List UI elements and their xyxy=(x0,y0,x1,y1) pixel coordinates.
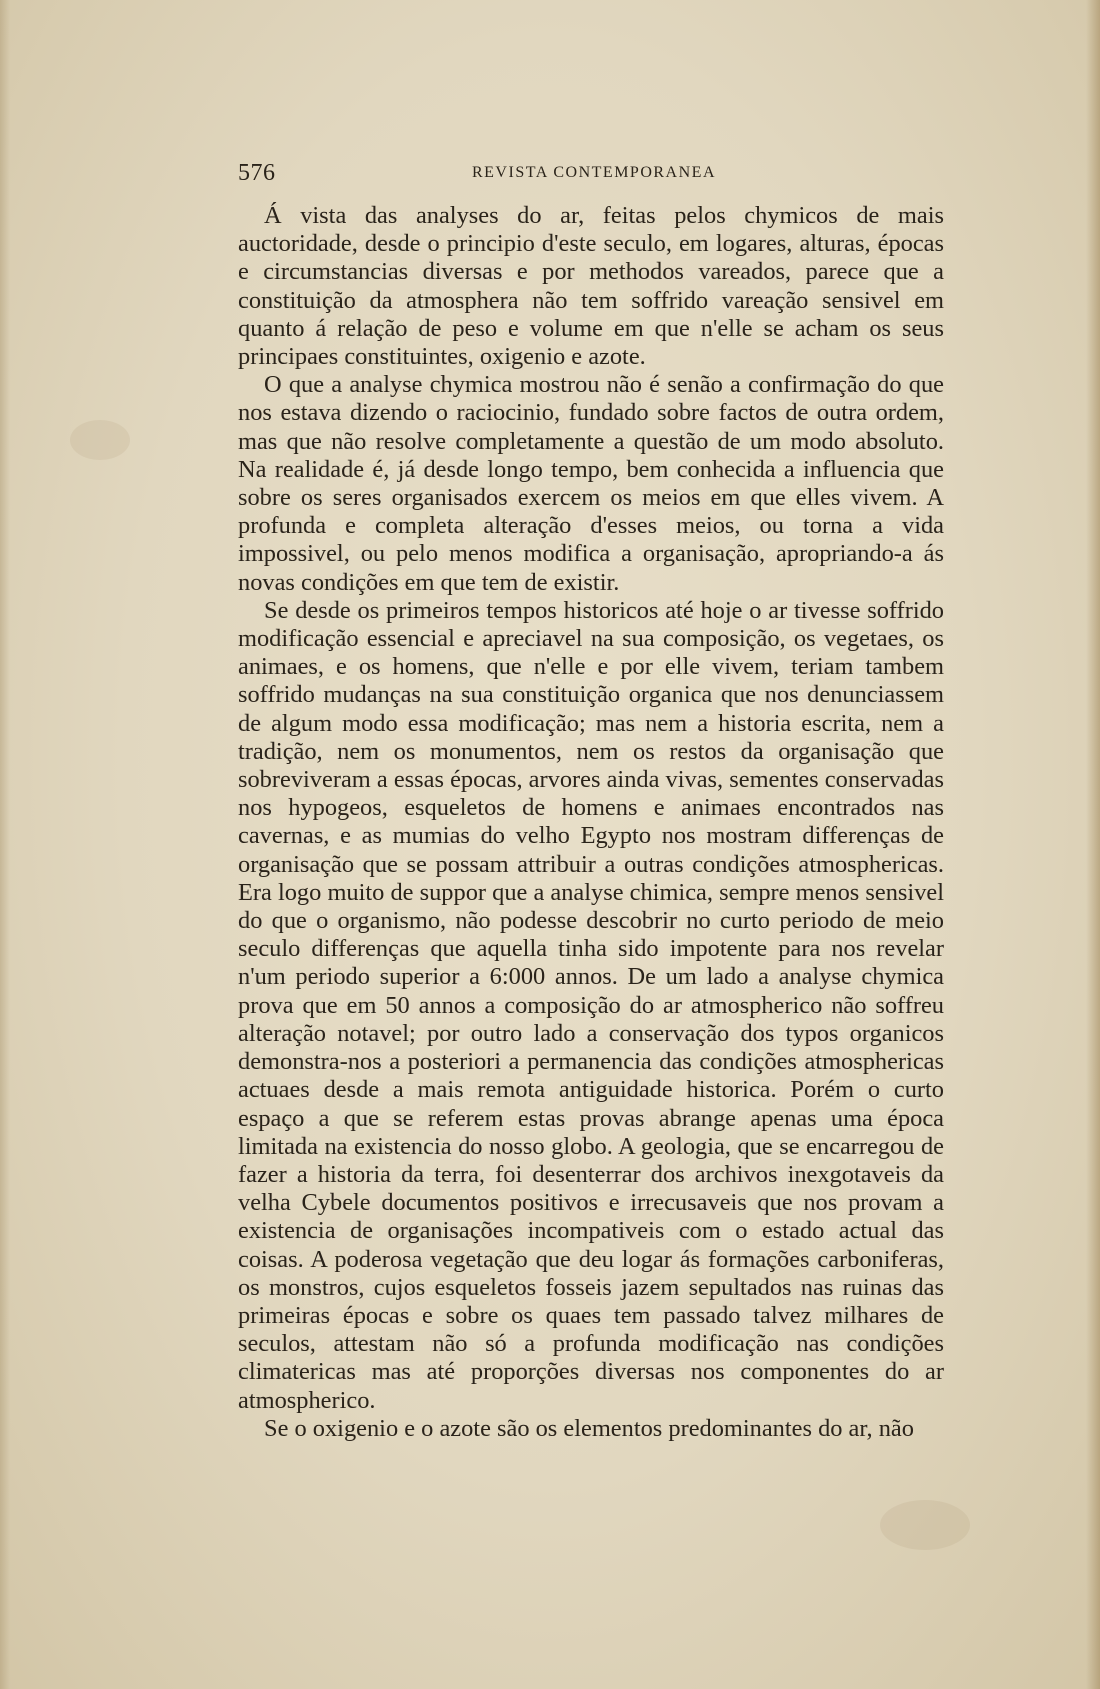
body-text xyxy=(238,202,944,1443)
page-right-edge xyxy=(1086,0,1100,1689)
page-number: 576 xyxy=(238,160,276,186)
running-head xyxy=(238,160,950,190)
paragraph: Se desde os primeiros tempos historicos até hoje o ar tivesse soffrido modificação essencial e apreciavel na sua composição, os vegetaes, os animaes, e os homens, que n'elle e por elle vivem, teriam tambem soffrido mudanças na sua constituição organica que nos denunciassem de algum modo essa modificação; mas nem a historia escrita, nem a tradição, nem os monumentos, nem os restos da organisação que sobreviveram a essas épocas, arvores ainda vivas, sementes conservadas nos hypogeos, esqueletos de homens e animaes encontrados nas cavernas, e as mumias do velho Egypto nos mostram differenças de organisação que se possam attribuir a outras condições atmosphericas. Era logo muito de suppor que a analyse chimica, sempre menos sensivel do que o organismo, não podesse descobrir no curto periodo de meio seculo differenças que aquella tinha sido impotente para nos revelar n'um periodo superior a 6:000 annos. De um lado a analyse chymica prova que em 50 annos a composição do ar atmospherico não soffreu alteração notavel; por outro lado a conservação dos typos organicos demonstra-nos a posteriori a permanencia das condições atmosphericas actuaes desde a mais remota antiguidade historica. Porém o curto espaço a que se referem estas provas abrange apenas uma época limitada na existencia do nosso globo. A geologia, que se encarregou de fazer a historia da terra, foi desenterrar dos archivos inexgotaveis da velha Cybele documentos positivos e irrecusaveis que nos provam a existencia de organisações incompativeis com o estado actual das coisas. A poderosa vegetação que deu logar ás formações carboniferas, os monstros, cujos esqueletos fosseis jazem sepultados nas ruinas das primeiras épocas e sobre os quaes tem passado talvez milhares de seculos, attestam não só a profunda modificação nas condições climatericas mas até proporções diversas nos componentes do ar atmospherico. xyxy=(238,596,944,1414)
page-left-edge xyxy=(0,0,10,1689)
journal-title: REVISTA CONTEMPORANEA xyxy=(471,164,716,181)
paragraph: Se o oxigenio e o azote são os elementos predominantes do ar, não xyxy=(264,1414,914,1442)
paragraph: O que a analyse chymica mostrou não é senão a confirmação do que nos estava dizendo o raciocinio, fundado sobre factos de outra ordem, mas que não resolve completamente a questão de um modo absoluto. Na realidade é, já desde longo tempo, bem conhecida a influencia que sobre os seres organisados exercem os meios em que elles vivem. A profunda e completa alteração d'esses meios, ou torna a vida impossivel, ou pelo menos modifica a organisação, apropriando-a ás novas condições em que tem de existir. xyxy=(238,371,944,596)
paper-stain xyxy=(880,1500,970,1550)
paragraph: Á vista das analyses do ar, feitas pelos chymicos de mais auctoridade, desde o principio d'este seculo, em logares, alturas, épocas e circumstancias diversas e por methodos vareados, parece que a constituição da atmosphera não tem soffrido vareação sensivel em quanto á relação de peso e volume em que n'elle se acham os seus principaes constituintes, oxigenio e azote. xyxy=(238,202,944,371)
paper-stain xyxy=(70,420,130,460)
